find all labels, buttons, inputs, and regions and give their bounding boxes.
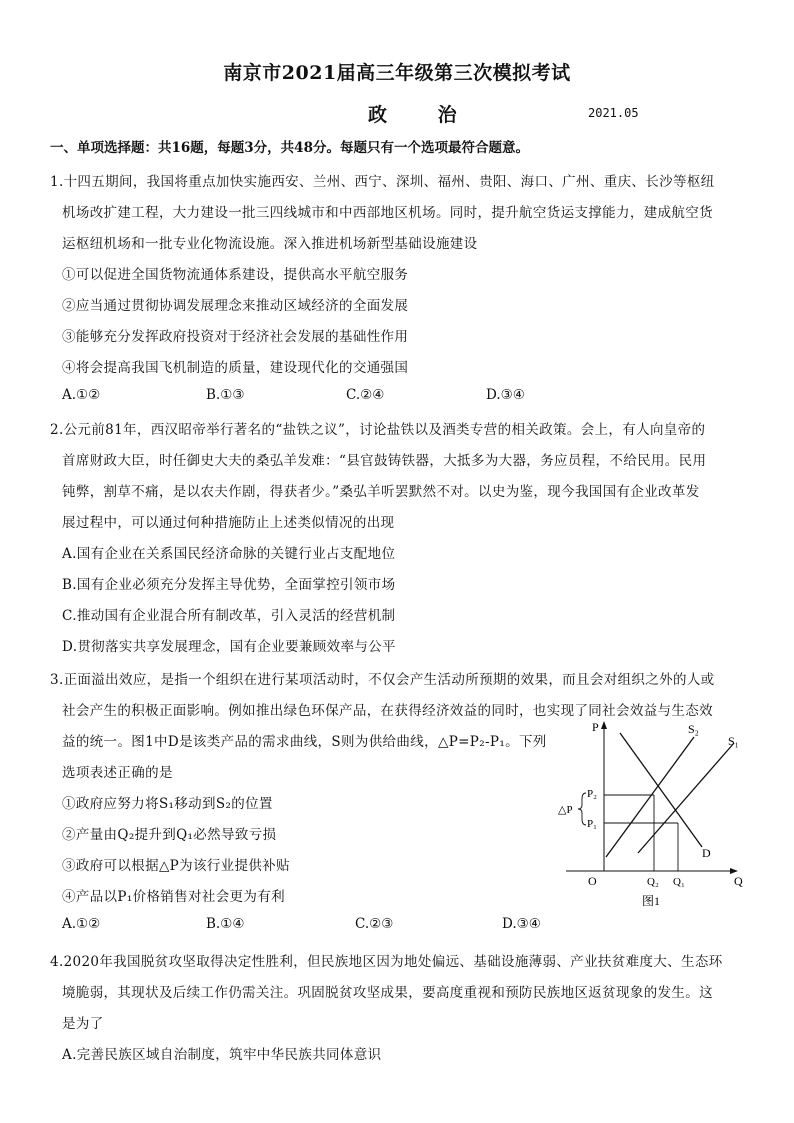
q3-line-2: 社会产生的积极正面影响。例如推出绿色环保产品，在获得经济效益的同时，也实现了同社会效益与生态效	[62, 703, 713, 719]
q4-line-1: 4.2020年我国脱贫攻坚取得决定性胜利，但民族地区因为地处偏远、基础设施薄弱、产业扶贫难度大、生态环	[50, 954, 723, 970]
q1-line-3: 运枢纽机场和一批专业化物流设施。深入推进机场新型基础设施建设	[62, 236, 478, 252]
q3-option-c[interactable]: C.②③	[355, 916, 394, 932]
exam-date: 2021.05	[588, 106, 639, 120]
q1-statement-4: ④将会提高我国飞机制造的质量，建设现代化的交通强国	[62, 360, 409, 376]
q1-statement-3: ③能够充分发挥政府投资对于经济社会发展的基础性作用	[62, 329, 409, 345]
q2-option-d[interactable]: D.贯彻落实共享发展理念，国有企业要兼顾效率与公平	[62, 639, 396, 655]
q1-option-a[interactable]: A.①②	[62, 387, 101, 403]
q3-option-a[interactable]: A.①②	[62, 916, 101, 932]
q1-option-d[interactable]: D.③④	[486, 387, 525, 403]
label-d: D	[702, 846, 711, 860]
q2-line-4: 展过程中，可以通过何种措施防止上述类似情况的出现	[62, 515, 395, 531]
q4-option-a[interactable]: A.完善民族区域自治制度，筑牢中华民族共同体意识	[62, 1047, 382, 1063]
q2-line-1: 2.公元前81年，西汉昭帝举行著名的“盐铁之议”，讨论盐铁以及酒类专营的相关政策。会上，有人向皇帝的	[50, 422, 706, 438]
exam-title: 南京市2021届高三年级第三次模拟考试	[223, 62, 571, 84]
q2-option-a[interactable]: A.国有企业在关系国民经济命脉的关键行业占支配地位	[62, 546, 396, 562]
q1-option-b[interactable]: B.①③	[206, 387, 245, 403]
q3-option-d[interactable]: D.③④	[502, 916, 541, 932]
curve-s1	[638, 743, 734, 853]
label-s2: S₂	[688, 722, 699, 736]
q3-line-3: 益的统一。图1中D是该类产品的需求曲线，S则为供给曲线，△P=P₂-P₁。下列	[62, 734, 547, 750]
label-q2: Q₂	[647, 876, 659, 888]
q2-line-2: 首席财政大臣，时任御史大夫的桑弘羊发难：“县官鼓铸铁器，大抵多为大器，务应员程，不给民用。民用	[62, 453, 707, 469]
q1-statement-2: ②应当通过贯彻协调发展理念来推动区域经济的全面发展	[62, 298, 409, 314]
subject-heading: 政 治	[368, 104, 479, 126]
q4-line-3: 是为了	[62, 1016, 104, 1032]
figure-1-supply-demand	[556, 715, 756, 915]
label-p: P	[592, 720, 599, 734]
curve-d	[620, 733, 702, 847]
delta-p-brace	[578, 793, 586, 825]
q1-line-2: 机场改扩建工程，大力建设一批三四线城市和中西部地区机场。同时，提升航空货运支撑能力，建成航空货	[62, 205, 713, 221]
q3-option-b[interactable]: B.①④	[206, 916, 245, 932]
q1-option-c[interactable]: C.②④	[346, 387, 385, 403]
label-q1: Q₁	[673, 876, 685, 888]
label-p2: P₂	[587, 788, 597, 800]
q2-line-3: 钝弊，割草不痛，是以农夫作剧，得获者少。”桑弘羊听罢默然不对。以史为鉴，现今我国国有企业改革发	[62, 484, 700, 500]
q3-statement-2: ②产量由Q₂提升到Q₁必然导致亏损	[62, 827, 277, 843]
q4-line-2: 境脆弱，其现状及后续工作仍需关注。巩固脱贫攻坚成果，要高度重视和预防民族地区返贫现象的发生。这	[62, 985, 713, 1001]
q3-statement-3: ③政府可以根据△P为该行业提供补贴	[62, 858, 290, 874]
label-origin: O	[588, 874, 597, 888]
label-delta-p: △P	[558, 804, 573, 816]
p-axis-arrow	[601, 721, 607, 729]
label-q: Q	[734, 874, 743, 888]
q3-line-4: 选项表述正确的是	[62, 765, 173, 781]
q3-statement-4: ④产品以P₁价格销售对社会更为有利	[62, 889, 285, 905]
section-heading: 一、单项选择题：共16题，每题3分，共48分。每题只有一个选项最符合题意。	[50, 140, 529, 156]
figure-caption: 图1	[642, 894, 661, 908]
q1-line-1: 1.十四五期间，我国将重点加快实施西安、兰州、西宁、深圳、福州、贵阳、海口、广州、重庆、长沙等枢纽	[50, 174, 715, 190]
q1-statement-1: ①可以促进全国货物流通体系建设，提供高水平航空服务	[62, 267, 409, 283]
q2-option-b[interactable]: B.国有企业必须充分发挥主导优势，全面掌控引领市场	[62, 577, 396, 593]
label-s1: S₁	[728, 734, 739, 748]
q2-option-c[interactable]: C.推动国有企业混合所有制改革，引入灵活的经营机制	[62, 608, 396, 624]
label-p1: P₁	[587, 818, 597, 830]
q3-line-1: 3.正面溢出效应，是指一个组织在进行某项活动时，不仅会产生活动所预期的效果，而且会对组织之外的人或	[50, 672, 715, 688]
q3-statement-1: ①政府应努力将S₁移动到S₂的位置	[62, 796, 273, 812]
